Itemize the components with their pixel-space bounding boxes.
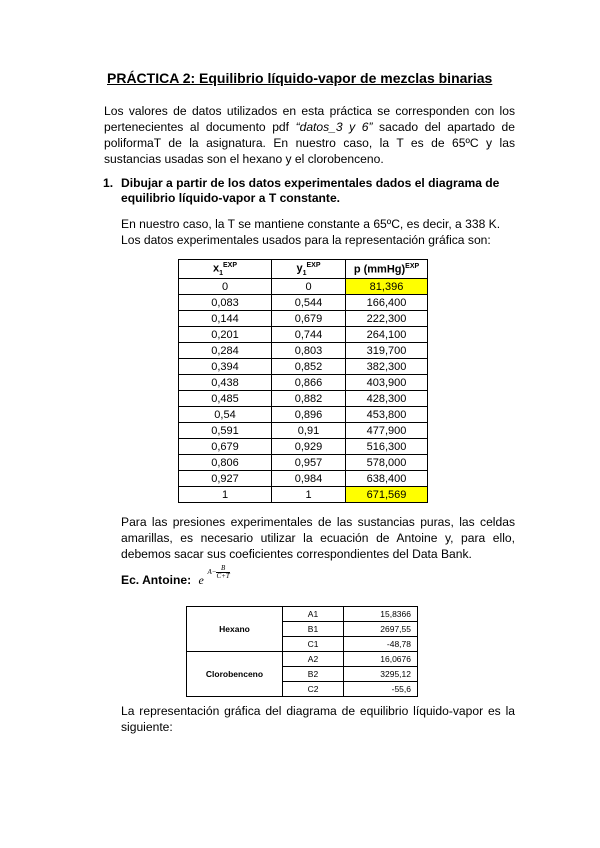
table-row — [179, 439, 428, 455]
coefficient-value: -55,6 — [344, 682, 418, 697]
table-cell: 0,591 — [179, 423, 272, 439]
antoine-equation — [121, 564, 230, 588]
table-cell: 0,083 — [179, 295, 272, 311]
coefficient-symbol: C2 — [283, 682, 344, 697]
table-cell: 453,800 — [346, 407, 428, 423]
table-cell: 516,300 — [346, 439, 428, 455]
table-row — [179, 407, 428, 423]
coefficient-row — [187, 652, 418, 667]
table-cell: 81,396 — [346, 279, 428, 295]
section-number: 1. — [103, 176, 114, 190]
table-row — [179, 311, 428, 327]
table-cell: 319,700 — [346, 343, 428, 359]
formula-base: e — [198, 573, 204, 587]
column-header: p (mmHg)$^{EXP}$ — [346, 260, 428, 279]
table-row — [179, 375, 428, 391]
coefficient-value: 16,0676 — [344, 652, 418, 667]
table-cell: 0,284 — [179, 343, 272, 359]
table-cell: 0,485 — [179, 391, 272, 407]
column-header: $x_1^{EXP}$ — [179, 260, 272, 279]
table-cell: 1 — [179, 487, 272, 503]
antoine-coefficients-table — [186, 606, 418, 697]
table-row — [179, 359, 428, 375]
coefficient-value: 3295,12 — [344, 667, 418, 682]
coefficient-value: 15,8366 — [344, 607, 418, 622]
conditions-paragraph — [121, 216, 521, 248]
table-cell: 0,679 — [179, 439, 272, 455]
table-cell: 638,400 — [346, 471, 428, 487]
table-cell: 166,400 — [346, 295, 428, 311]
table-row — [179, 471, 428, 487]
table-cell: 477,900 — [346, 423, 428, 439]
substance-name: Hexano — [187, 607, 283, 652]
table-cell: 0 — [179, 279, 272, 295]
antoine-label: Ec. Antoine: — [121, 573, 192, 587]
table-cell: 0,438 — [179, 375, 272, 391]
coefficient-value: 2697,55 — [344, 622, 418, 637]
exponent-fraction — [216, 565, 229, 580]
table-cell: 0,882 — [272, 391, 346, 407]
table-cell: 578,000 — [346, 455, 428, 471]
table-cell: 0,54 — [179, 407, 272, 423]
table-cell: 0,927 — [179, 471, 272, 487]
column-header: $y_1^{EXP}$ — [272, 260, 346, 279]
table-row — [179, 295, 428, 311]
conditions-line-2: Los datos experimentales usados para la representación gráfica son: — [121, 233, 491, 247]
table-cell: 382,300 — [346, 359, 428, 375]
antoine-formula — [198, 564, 230, 587]
coefficient-symbol: B1 — [283, 622, 344, 637]
table-cell: 0,984 — [272, 471, 346, 487]
intro-paragraph — [104, 103, 515, 167]
table-cell: 0,957 — [272, 455, 346, 471]
intro-text-2: sacado del apartado de poliformaT de la asignatura. En nuestro caso, la T es de 65ºC y las sustancias usadas son el hexano y el clorobenceno. — [104, 120, 515, 166]
table-cell: 1 — [272, 487, 346, 503]
table-cell: 428,300 — [346, 391, 428, 407]
intro-text-1: Los valores de datos utilizados en esta práctica se corresponden con los pertenecientes al documento pdf — [104, 104, 515, 134]
substance-name: Clorobenceno — [187, 652, 283, 697]
table-cell: 222,300 — [346, 311, 428, 327]
table-cell: 0,144 — [179, 311, 272, 327]
fraction-denominator: C+T — [216, 572, 230, 580]
table-cell: 0,544 — [272, 295, 346, 311]
table-cell: 0,806 — [179, 455, 272, 471]
section-heading: Dibujar a partir de los datos experimentales dados el diagrama de equilibrio líquido-vapor a T constante. — [121, 176, 500, 205]
table-cell: 0,91 — [272, 423, 346, 439]
table-cell: 0,679 — [272, 311, 346, 327]
pure-substances-paragraph: Para las presiones experimentales de las sustancias puras, las celdas amarillas, es necesario utilizar la ecuación de Antoine y, para ello, debemos sacar sus coeficientes correspondientes del Data Bank. — [121, 515, 515, 561]
coefficient-symbol: C1 — [283, 637, 344, 652]
table-row — [179, 343, 428, 359]
table-row — [179, 327, 428, 343]
table-cell: 403,900 — [346, 375, 428, 391]
table-cell: 0,744 — [272, 327, 346, 343]
table-cell: 0,852 — [272, 359, 346, 375]
intro-italic-filename: “datos_3 y 6” — [295, 120, 373, 134]
table-cell: 0 — [272, 279, 346, 295]
coefficient-row — [187, 607, 418, 622]
coefficient-value: -48,78 — [344, 637, 418, 652]
table-cell: 264,100 — [346, 327, 428, 343]
table-row — [179, 391, 428, 407]
coefficient-symbol: B2 — [283, 667, 344, 682]
table-header-row — [179, 260, 428, 279]
table-cell: 0,803 — [272, 343, 346, 359]
table-cell: 671,569 — [346, 487, 428, 503]
table-row — [179, 455, 428, 471]
conditions-line-1: En nuestro caso, la T se mantiene constante a 65ºC, es decir, a 338 K. — [121, 217, 501, 231]
table-cell: 0,394 — [179, 359, 272, 375]
final-paragraph: La representación gráfica del diagrama de equilibrio líquido-vapor es la siguiente: — [121, 704, 515, 734]
table-row — [179, 487, 428, 503]
table-row — [179, 423, 428, 439]
table-row — [179, 279, 428, 295]
table-cell: 0,201 — [179, 327, 272, 343]
table-cell: 0,866 — [272, 375, 346, 391]
formula-exponent — [207, 565, 229, 580]
fraction-numerator: B — [216, 565, 229, 573]
table-cell: 0,929 — [272, 439, 346, 455]
exponent-prefix: A− — [207, 568, 217, 577]
experimental-data-table — [178, 259, 428, 503]
table-cell: 0,896 — [272, 407, 346, 423]
coefficient-symbol: A2 — [283, 652, 344, 667]
coefficient-symbol: A1 — [283, 607, 344, 622]
page-title: PRÁCTICA 2: Equilibrio líquido-vapor de mezclas binarias — [107, 70, 493, 86]
